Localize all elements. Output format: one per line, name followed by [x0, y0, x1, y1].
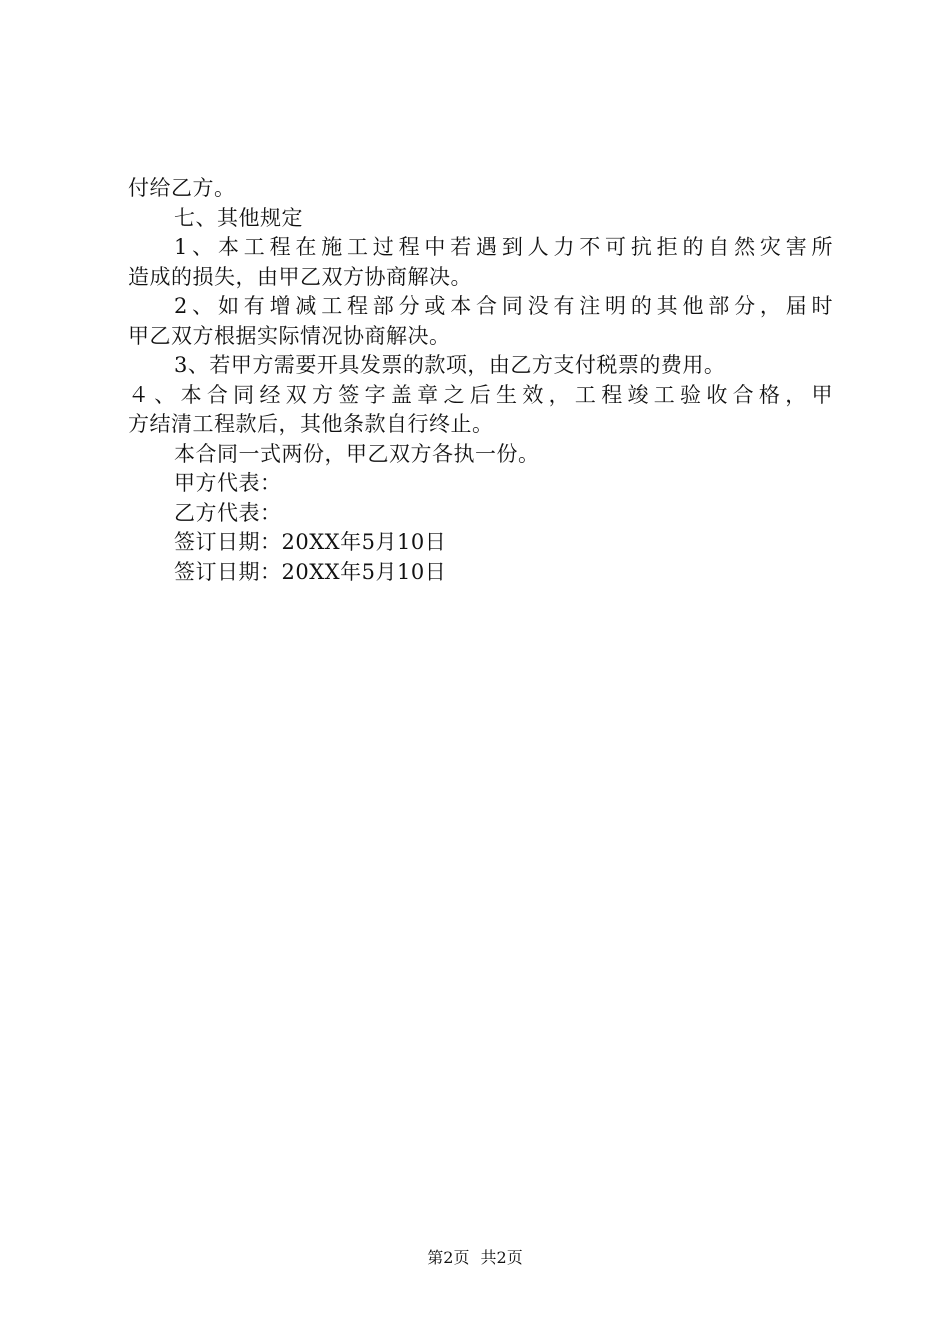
clause-1-line-2: 造成的损失，由甲乙双方协商解决。 [128, 264, 472, 289]
section-heading: 七、其他规定 [174, 205, 303, 230]
page-number: 第2页 [427, 1248, 470, 1267]
clause-2-line-2: 甲乙双方根据实际情况协商解决。 [128, 323, 451, 348]
clause-1-line-1: 1、本工程在施工过程中若遇到人力不可抗拒的自然灾害所 [174, 235, 833, 259]
party-a-representative: 甲方代表： [174, 471, 282, 495]
copies-statement: 本合同一式两份，甲乙双方各执一份。 [174, 441, 540, 466]
page-total: 共2页 [480, 1248, 523, 1267]
clause-4-line-1: ４、本合同经双方签字盖章之后生效，工程竣工验收合格，甲 [128, 382, 833, 407]
clause-3-line-1: 3、若甲方需要开具发票的款项，由乙方支付税票的费用。 [174, 353, 726, 377]
paragraph-line: 付给乙方。 [128, 176, 236, 200]
signing-date-2: 签订日期：20XX年5月10日 [174, 559, 447, 584]
party-b-representative: 乙方代表： [174, 500, 282, 525]
signing-date-1: 签订日期：20XX年5月10日 [174, 530, 447, 554]
document-body [128, 174, 833, 587]
clause-2-line-1: 2、如有增减工程部分或本合同没有注明的其他部分，届时 [174, 294, 833, 318]
clause-4-line-2: 方结清工程款后，其他条款自行终止。 [128, 412, 494, 436]
page-footer [0, 1245, 950, 1268]
